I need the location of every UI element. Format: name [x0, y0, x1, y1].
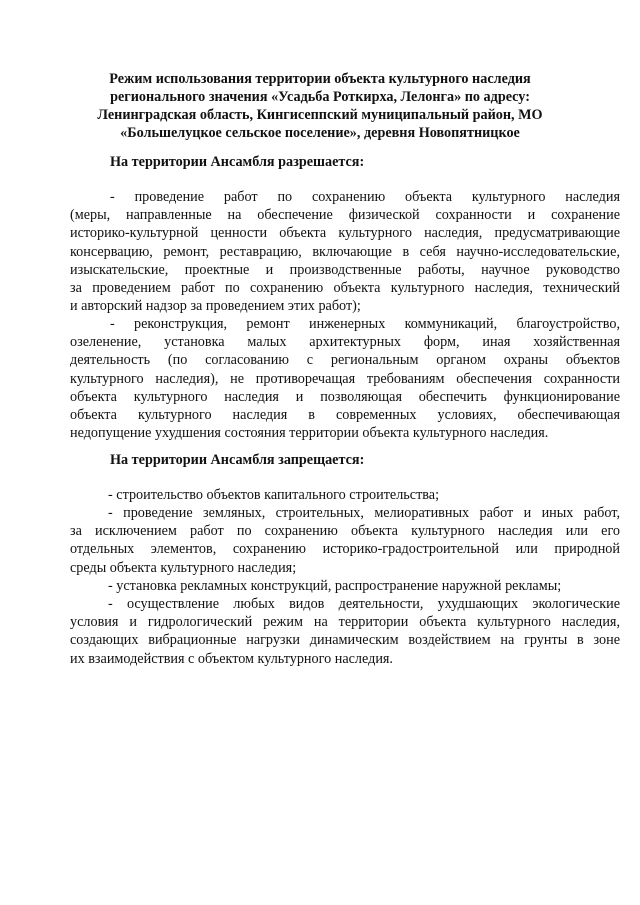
text-line: - осуществление любых видов деятельности, ухудшающих экологические — [108, 596, 620, 612]
title-line: регионального значения «Усадьба Роткирха, Лелонга» по адресу: — [110, 89, 530, 105]
allowed-item-2 — [70, 315, 620, 442]
text-line: за исключением работ по сохранению объекта культурного наследия или его — [70, 523, 620, 540]
text-line: создающих вибрационные нагрузки динамическим воздействием на грунты в зоне — [70, 632, 620, 649]
allowed-heading: На территории Ансамбля разрешается: — [110, 154, 365, 170]
title-line: Режим использования территории объекта культурного наследия — [109, 71, 531, 87]
text-line: озеленение, установка малых архитектурных форм, иная хозяйственная — [70, 334, 620, 351]
text-line: консервацию, ремонт, реставрацию, включающие в себя научно-исследовательские, — [70, 243, 620, 260]
text-line: - строительство объектов капитального строительства; — [108, 487, 440, 503]
text-line: историко-культурной ценности объекта культурного наследия, предусматривающие — [70, 225, 620, 242]
text-line: и авторский надзор за проведением этих работ); — [70, 298, 361, 315]
allowed-item-1 — [70, 188, 620, 315]
text-line: - реконструкция, ремонт инженерных коммуникаций, благоустройство, — [110, 316, 620, 332]
text-line: объекта культурного наследия в современных условиях, обеспечивающая — [70, 407, 620, 424]
text-line: - проведение работ по сохранению объекта культурного наследия — [110, 189, 620, 205]
text-line: (меры, направленные на обеспечение физической сохранности и сохранение — [70, 207, 620, 224]
forbidden-item-2 — [70, 504, 620, 577]
document-title — [60, 70, 580, 142]
text-line: недопущение ухудшения состояния территории объекта культурного наследия. — [70, 425, 549, 442]
text-line: за проведением работ по сохранению объекта культурного наследия, технический — [70, 280, 620, 297]
forbidden-heading: На территории Ансамбля запрещается: — [110, 452, 365, 468]
text-line: объекта культурного наследия и позволяющая обеспечить функционирование — [70, 388, 620, 405]
text-line: условия и гидрологический режим на территории объекта культурного наследия, — [70, 614, 620, 631]
text-line: деятельность (по согласованию с региональным органом охраны объектов — [70, 352, 620, 369]
text-line: среды объекта культурного наследия; — [70, 559, 297, 576]
text-line: - проведение земляных, строительных, мелиоративных работ и иных работ, — [108, 505, 620, 521]
forbidden-item-3 — [70, 577, 620, 595]
title-line: «Большелуцкое сельское поселение», деревня Новопятницкое — [120, 125, 520, 141]
text-line: - установка рекламных конструкций, распространение наружной рекламы; — [108, 578, 562, 594]
text-line: их взаимодействия с объектом культурного наследия. — [70, 650, 393, 667]
forbidden-item-4 — [70, 595, 620, 668]
text-line: отдельных элементов, сохранению историко-градостроительной или природной — [70, 541, 620, 558]
text-line: изыскательские, проектные и производственные работы, научное руководство — [70, 261, 620, 278]
text-line: культурного наследия), не противоречащая требованиям обеспечения сохранности — [70, 370, 620, 387]
title-line: Ленинградская область, Кингисеппский муниципальный район, МО — [97, 107, 543, 123]
forbidden-item-1 — [70, 486, 620, 504]
